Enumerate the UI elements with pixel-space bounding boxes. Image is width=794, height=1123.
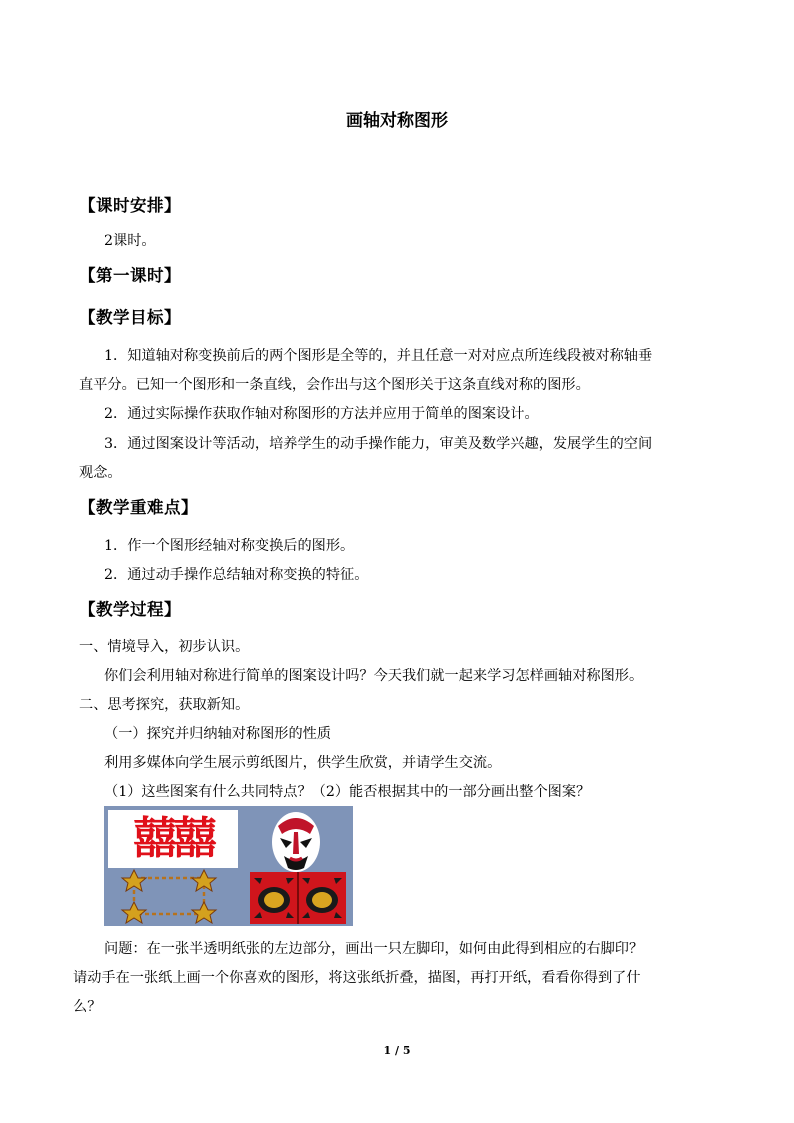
sub-step-1: （一）探究并归纳轴对称图形的性质 — [104, 726, 332, 742]
double-happiness-text: 囍囍 — [133, 813, 213, 864]
problem-line-3: 么？ — [73, 999, 102, 1015]
step-2: 二、思考探究，获取新知。 — [79, 697, 250, 713]
key-point-2: 2．通过动手操作总结轴对称变换的特征。 — [104, 567, 369, 583]
problem-line-1: 问题：在一张半透明纸张的左边部分，画出一只左脚印，如何由此得到相应的右脚印？ — [104, 941, 644, 957]
key-point-1: 1．作一个图形经轴对称变换后的图形。 — [104, 538, 355, 554]
schedule-text: 2课时。 — [104, 233, 156, 249]
page-number: 1 / 5 — [383, 1044, 411, 1057]
sub-step-1-text: 利用多媒体向学生展示剪纸图片，供学生欣赏，并请学生交流。 — [104, 755, 502, 771]
opera-mask-image — [264, 808, 328, 874]
page-title: 画轴对称图形 — [346, 111, 448, 131]
section-heading-goals: 【教学目标】 — [79, 308, 181, 327]
goal-3-line-1: 3．通过图案设计等活动，培养学生的动手操作能力，审美及数学兴趣，发展学生的空间 — [104, 436, 653, 452]
paper-cut-figure — [104, 806, 353, 926]
section-heading-schedule: 【课时安排】 — [79, 196, 181, 215]
goal-1-line-2: 直平分。已知一个图形和一条直线，会作出与这个图形关于这条直线对称的图形。 — [79, 377, 590, 393]
section-heading-process: 【教学过程】 — [79, 600, 181, 619]
double-happiness-panel — [108, 810, 238, 868]
border-pattern-image — [118, 868, 220, 924]
step-1: 一、情境导入，初步认识。 — [79, 639, 250, 655]
goal-3-line-2: 观念。 — [79, 465, 122, 481]
problem-line-2: 请动手在一张纸上画一个你喜欢的图形，将这张纸折叠，描图，再打开纸，看看你得到了什 — [73, 970, 641, 986]
questions: （1）这些图案有什么共同特点？（2）能否根据其中的一部分画出整个图案？ — [104, 784, 591, 800]
goal-2: 2．通过实际操作获取作轴对称图形的方法并应用于简单的图案设计。 — [104, 406, 539, 422]
step-1-text: 你们会利用轴对称进行简单的图案设计吗？今天我们就一起来学习怎样画轴对称图形。 — [104, 668, 644, 684]
goal-1-line-1: 1．知道轴对称变换前后的两个图形是全等的，并且任意一对对应点所连线段被对称轴垂 — [104, 348, 653, 364]
section-heading-key-points: 【教学重难点】 — [79, 498, 198, 517]
frog-pattern-image — [250, 872, 346, 924]
section-heading-first-lesson: 【第一课时】 — [79, 266, 181, 285]
